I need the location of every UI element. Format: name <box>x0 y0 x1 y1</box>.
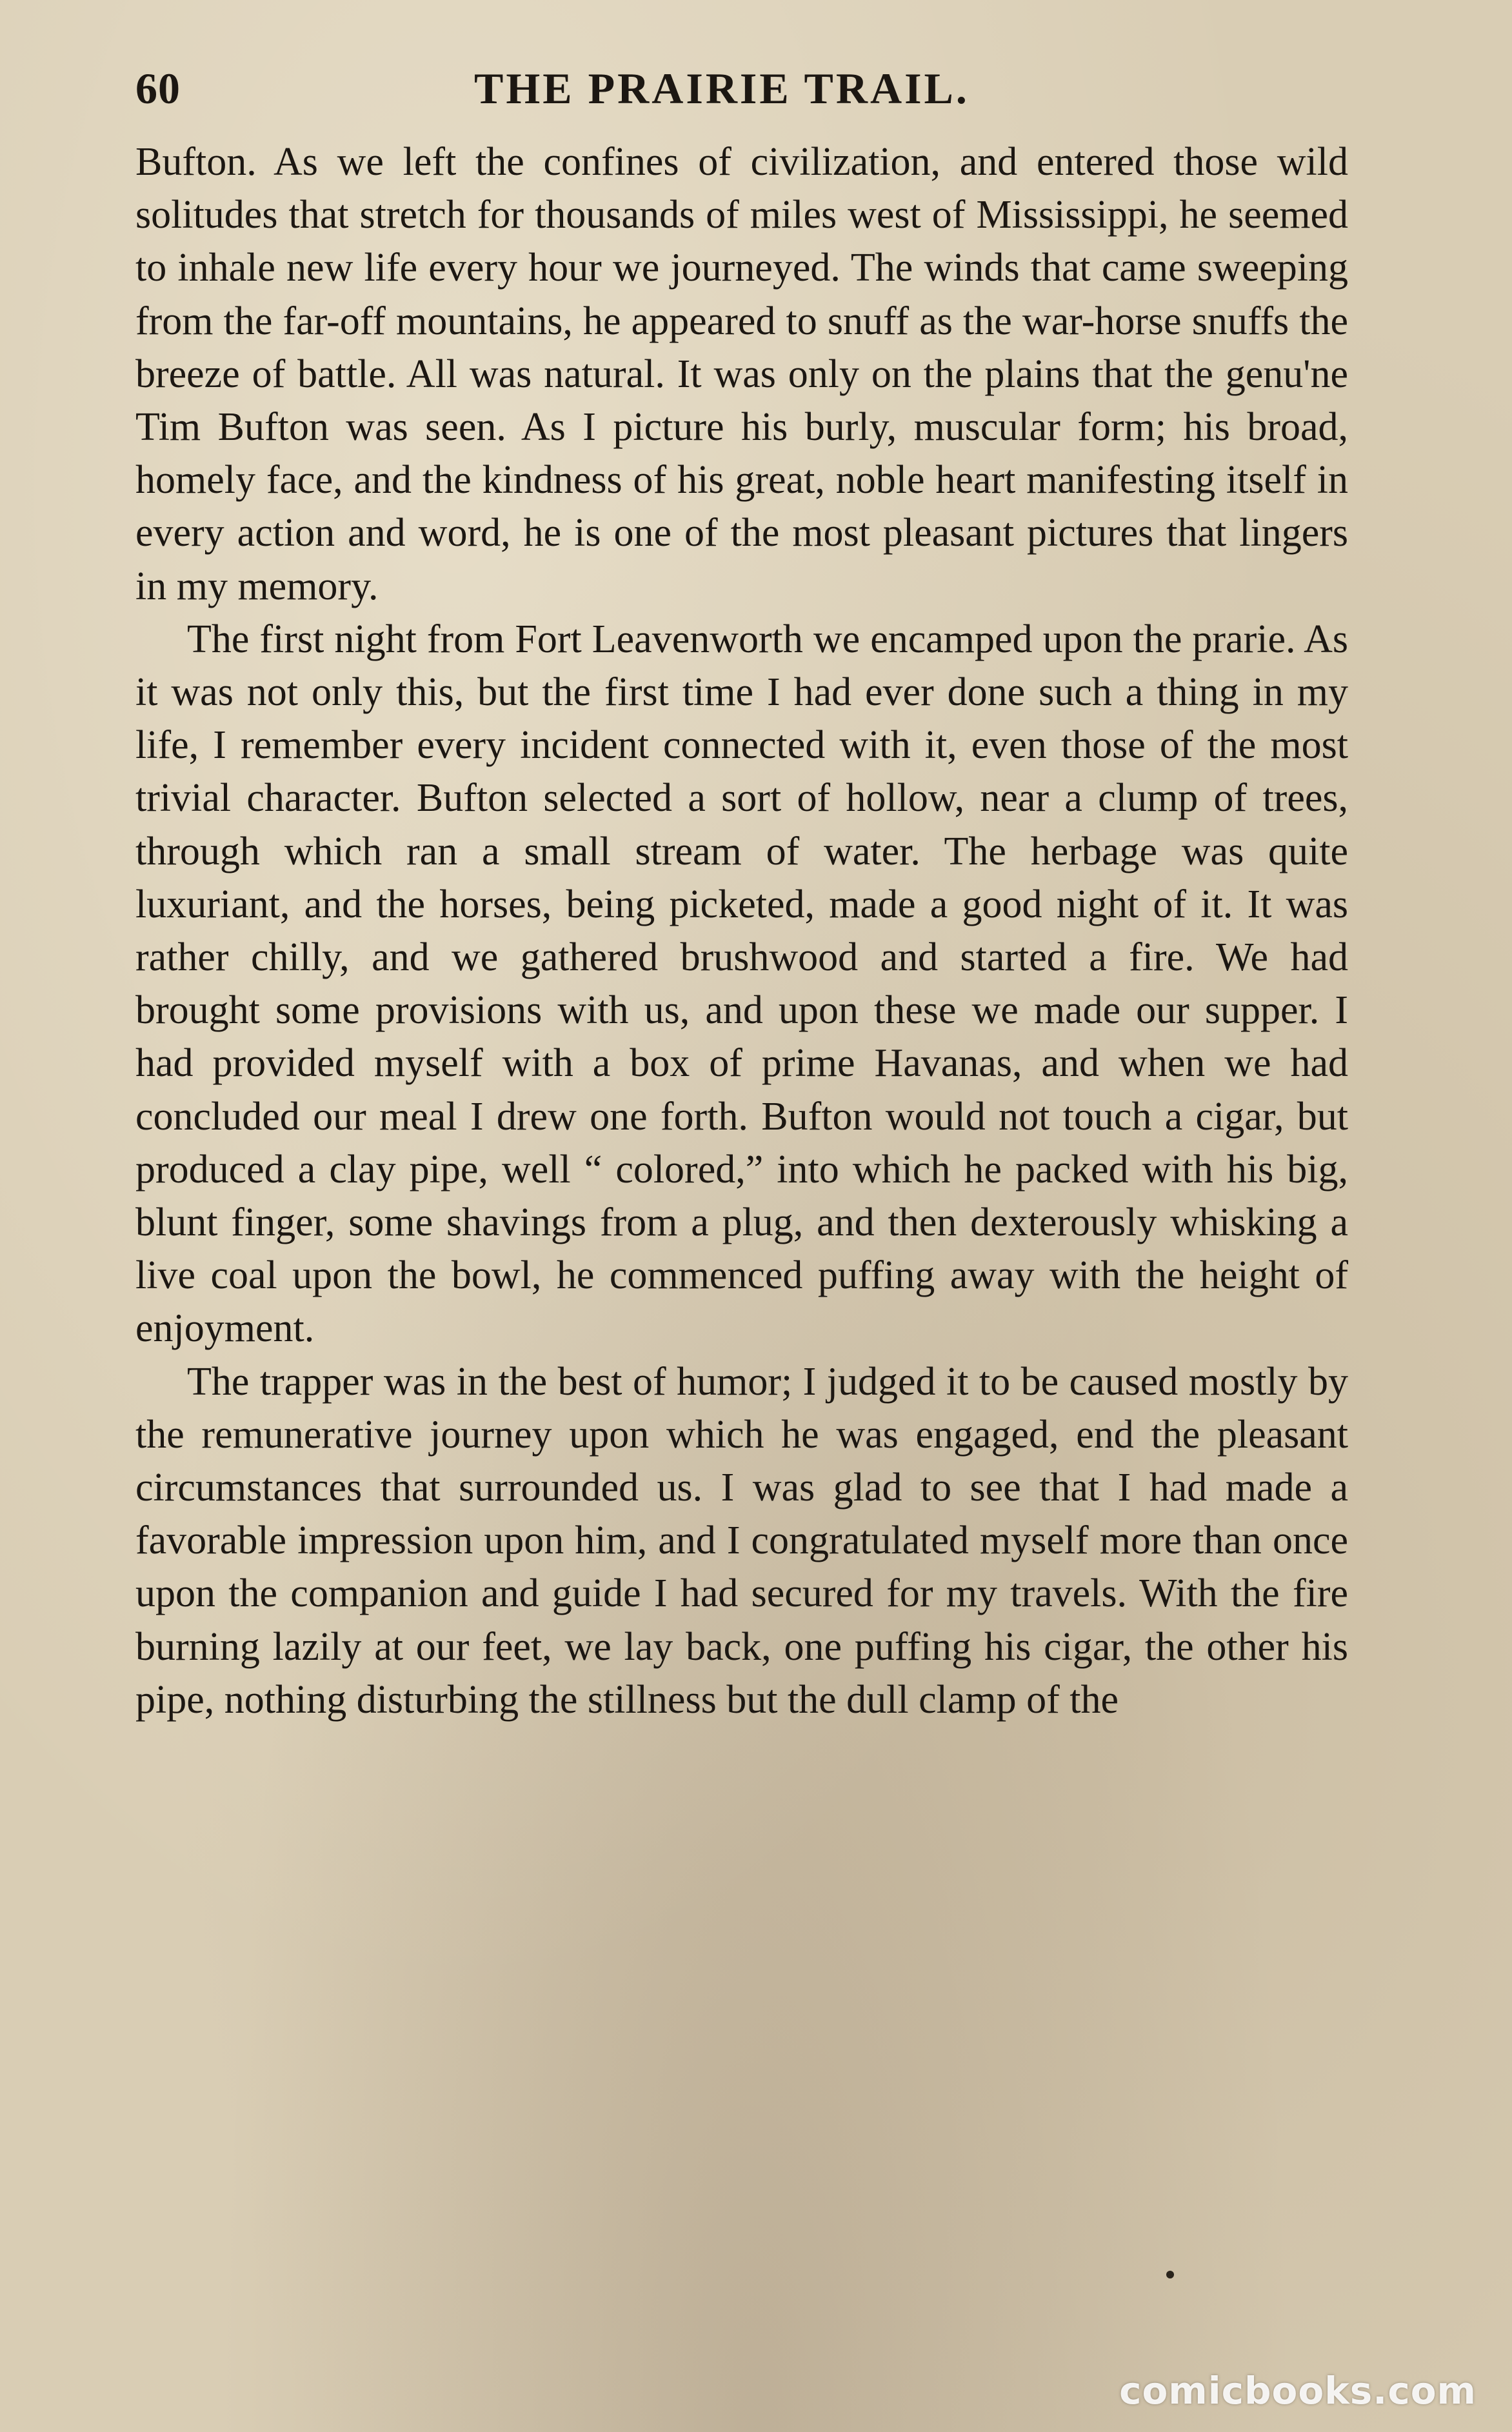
body-text <box>135 135 1348 1726</box>
paragraph-2: The first night from Fort Leavenworth we encamped upon the prarie. As it was not only this, but the first time I had ever done such a thing in my life, I remember every incident connected with it, even those of the most trivial character. Bufton selected a sort of hollow, near a clump of trees, through which ran a small stream of water. The herbage was quite luxuriant, and the horses, being picketed, made a good night of it. It was rather chilly, and we gathered brushwood and started a fire. We had brought some provisions with us, and upon these we made our supper. I had provided myself with a box of prime Havanas, and when we had concluded our meal I drew one forth. Bufton would not touch a cigar, but produced a clay pipe, well “ colored,” into which he packed with his big, blunt finger, some shavings from a plug, and then dexterously whisking a live coal upon the bowl, he commenced puffing away with the height of enjoyment. <box>135 617 1348 1351</box>
running-head: THE PRAIRIE TRAIL. <box>474 64 970 113</box>
paragraph-1: Bufton. As we left the confines of civilization, and entered those wild solitudes that stretch for thousands of miles west of Mississippi, he seemed to inhale new life every hour we journeyed. The winds that came sweeping from the far-off mountains, he appeared to snuff as the war-horse snuffs the breeze of battle. All was natural. It was only on the plains that the genu'ne Tim Bufton was seen. As I picture his burly, muscular form; his broad, homely face, and the kindness of his great, noble heart manifesting itself in every action and word, he is one of the most pleasant pictures that lingers in my memory. <box>135 140 1348 608</box>
paragraph-3: The trapper was in the best of humor; I judged it to be caused mostly by the remunerative journey upon which he was engaged, end the pleasant circumstances that surrounded us. I was glad to see that I had made a favorable impression upon him, and I congratulated myself more than once upon the companion and guide I had secured for my travels. With the fire burning lazily at our feet, we lay back, one puffing his cigar, the other his pipe, nothing disturbing the stillness but the dull clamp of the <box>135 1359 1348 1722</box>
watermark: comicbooks.com <box>1119 2369 1477 2413</box>
page-header <box>135 59 1361 117</box>
page-number: 60 <box>135 64 181 113</box>
ink-dot <box>1166 2271 1174 2278</box>
